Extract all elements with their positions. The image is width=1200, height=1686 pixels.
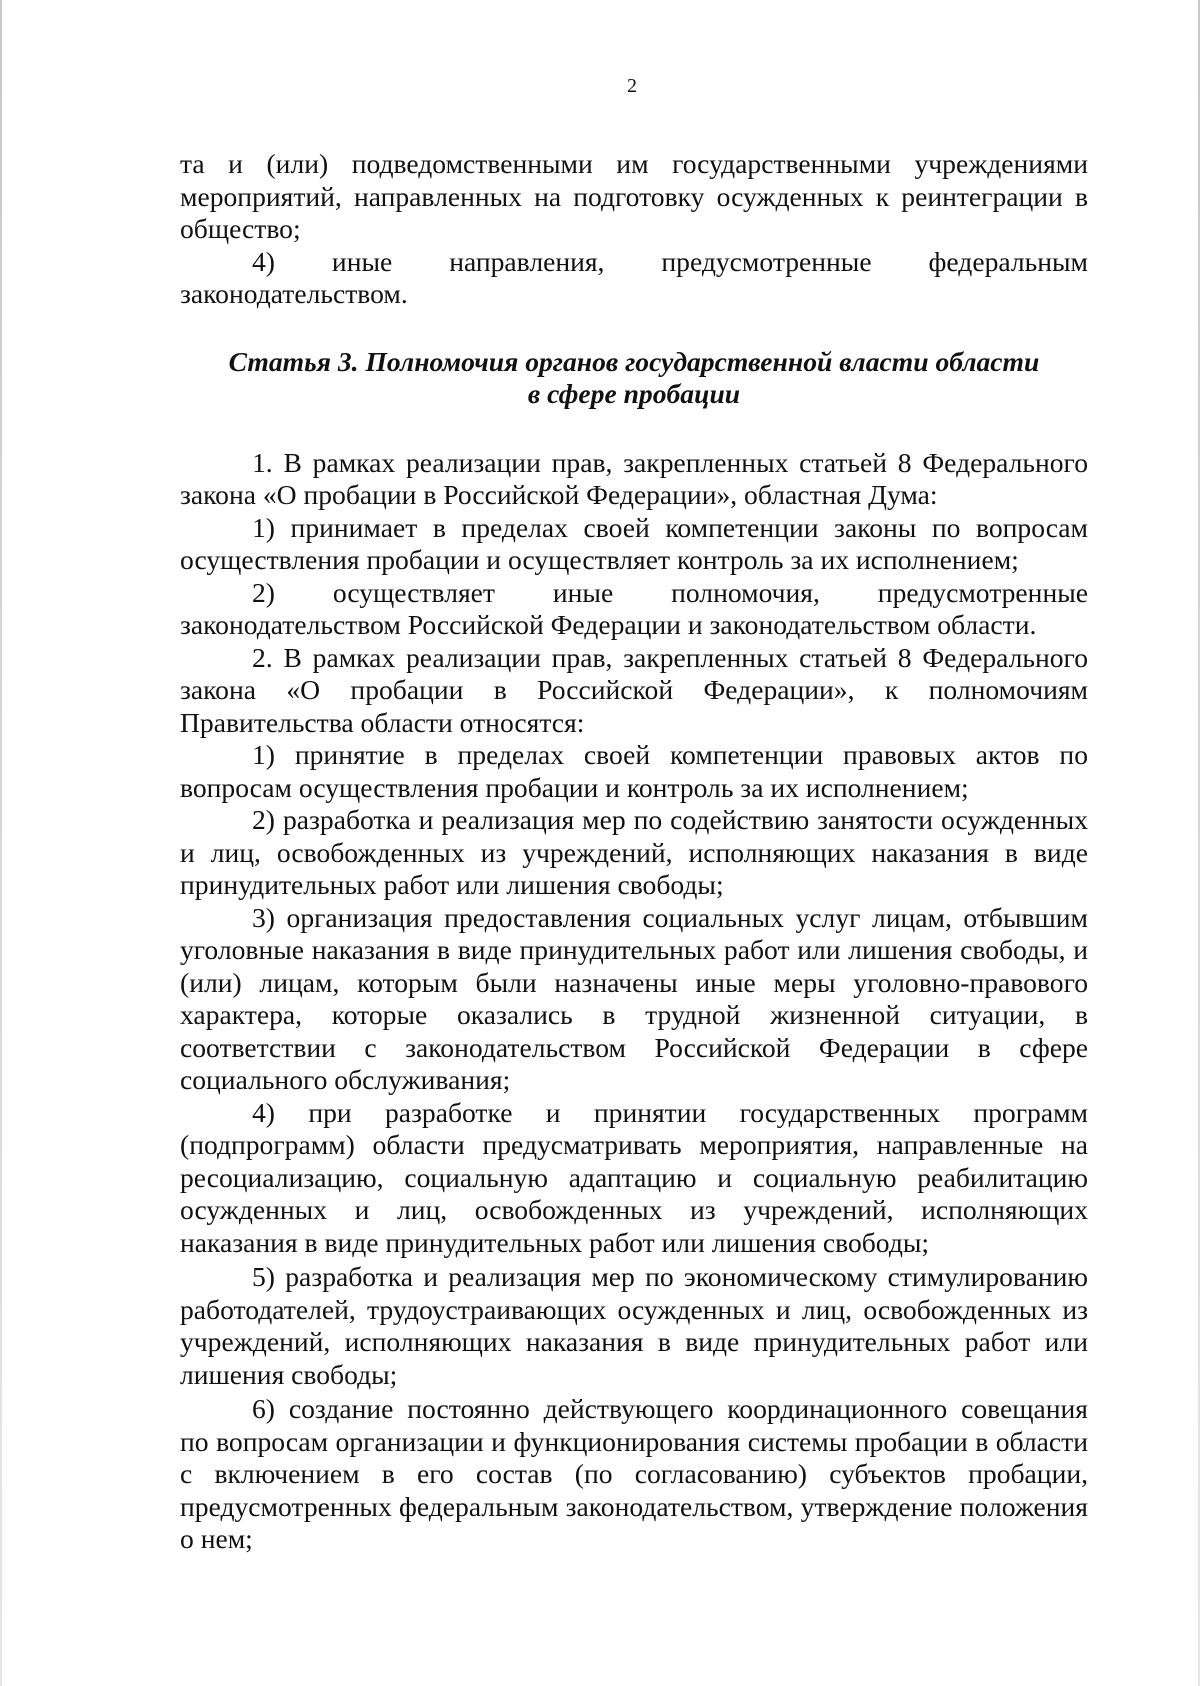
scan-edge-left <box>0 0 2 1686</box>
clause-2-item-5: 5) разработка и реализация мер по экономическому стимулированию работодателей, трудоустраивающих осужденных и лиц, освобожденных из учреждений, исполняющих наказания в виде принудительных работ или лишения свободы; <box>180 1261 1088 1390</box>
article-heading <box>180 346 1088 411</box>
clause-2-item-2: 2) разработка и реализация мер по содействию занятости осужденных и лиц, освобожденных из учреждений, исполняющих наказания в виде принудительных работ или лишения свободы; <box>180 804 1088 900</box>
list-item-4: 4) иные направления, предусмотренные федеральным законодательством. <box>180 245 1088 309</box>
article-heading-line-2: в сфере пробации <box>527 378 741 409</box>
document-body <box>180 148 1088 1556</box>
continued-paragraph: та и (или) подведомственными им государственными учреждениями мероприятий, направленных на подготовку осужденных к реинтеграции в общество; <box>180 148 1088 244</box>
clause-2-item-6: 6) создание постоянно действующего координационного совещания по вопросам организации и функционирования системы пробации в области с включением в его состав (по согласованию) субъектов пробации, предусмотренных федеральным законодательством, утверждение положения о нем; <box>180 1393 1088 1554</box>
clause-2-item-1: 1) принятие в пределах своей компетенции правовых актов по вопросам осуществления пробации и контроль за их исполнением; <box>180 739 1088 803</box>
article-heading-line-1: Статья 3. Полномочия органов государственной власти области <box>228 345 1040 377</box>
clause-1-item-2: 2) осуществляет иные полномочия, предусмотренные законодательством Российской Федерации и законодательством области. <box>180 576 1088 640</box>
clause-2-item-3: 3) организация предоставления социальных услуг лицам, отбывшим уголовные наказания в виде принудительных работ или лишения свободы, и (или) лицам, которым были назначены иные меры уголовно-правового характера, которые оказались в трудной жизненной ситуации, в соответствии с законодательством Российской Федерации в сфере социального обслуживания; <box>180 901 1088 1095</box>
clause-2-item-4: 4) при разработке и принятии государственных программ (подпрограмм) области предусматривать мероприятия, направленные на ресоциализацию, социальную адаптацию и социальную реабилитацию осужденных и лиц, освобожденных из учреждений, исполняющих наказания в виде принудительных работ или лишения свободы; <box>180 1096 1088 1258</box>
clause-2: 2. В рамках реализации прав, закрепленных статьей 8 Федерального закона «О пробации в Российской Федерации», к полномочиям Правительства области относятся: <box>180 641 1088 738</box>
page-number: 2 <box>627 75 637 97</box>
clause-1: 1. В рамках реализации прав, закрепленных статьей 8 Федерального закона «О пробации в Российской Федерации», областная Дума: <box>180 446 1088 510</box>
clause-1-item-1: 1) принимает в пределах своей компетенции законы по вопросам осуществления пробации и осуществляет контроль за их исполнением; <box>180 511 1088 575</box>
